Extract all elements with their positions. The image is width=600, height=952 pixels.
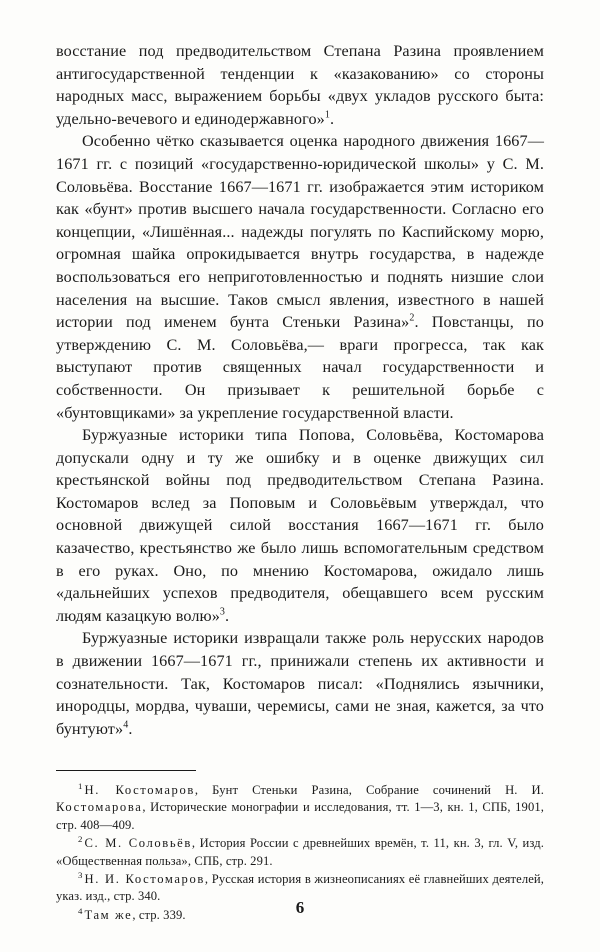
- footnote-text: , стр. 339.: [132, 907, 186, 922]
- page-number: 6: [295, 898, 305, 917]
- footnote-item: [56, 782, 544, 834]
- footnote-author: Там же: [84, 907, 133, 922]
- footnote-marker: 2: [78, 834, 83, 845]
- paragraph-3: [56, 424, 544, 627]
- footnote-ref-2[interactable]: 2: [409, 312, 415, 324]
- paragraph-1-text: восстание под предводительством Степана Разина проявлением антигосударственной тенденции к «казакованию» со стороны народных масс, выражением борьбы «двух укладов русского быта: удельно-вечевого и единодержавного»: [56, 42, 544, 128]
- footnote-ref-1[interactable]: 1: [324, 109, 330, 121]
- footnote-text: , История России с древнейших времён, т. 11, кн. 3, гл. V, изд. «Общественная польза», СПБ, стр. 291.: [56, 836, 544, 868]
- footnote-author-secondary: Костомарова: [56, 800, 143, 815]
- paragraph-2: [56, 130, 544, 424]
- footnote-author: Н. Костомаров: [84, 783, 195, 797]
- footnote-text: , Русская история в жизнеописаниях её главнейших деятелей, указ. изд., стр. 340.: [56, 872, 544, 904]
- paragraph-2-text-a: Особенно чётко сказывается оценка народного движения 1667—1671 гг. с позиций «государственно-юридической школы» у С. М. Соловьёва. Восстание 1667—1671 гг. изображается этим историком как «бунт» против высшего начала государственности. Согласно его концепции, «Лишённая... надежды погулять по Каспийскому морю, огромная шайка опрокидывается внутрь государства, в надежде воспользоваться его неприготовленностью и поднять низшие слои населения на высшие. Таков смысл явления, известного в нашей истории под именем бунта Стеньки Разина»: [56, 132, 544, 332]
- page-body: [56, 40, 544, 740]
- footnote-ref-3[interactable]: 3: [219, 606, 226, 618]
- footnote-item: [56, 835, 544, 870]
- footnote-text-tail: , Исторические монографии и исследования, тт. 1—3, кн. 1, СПБ, 1901, стр. 408—409.: [56, 800, 544, 832]
- paragraph-2-text-b: . Повстанцы, по утверждению С. М. Соловьёва,— враги прогресса, так как выступают против священных начал государственности и собственности. Он призывает к решительной борьбе с «бунтовщиками» за укрепление государственной власти.: [56, 313, 544, 422]
- footnote-marker: 1: [78, 780, 83, 791]
- footnote-marker: 4: [78, 905, 83, 916]
- paragraph-4-text-b: .: [128, 719, 133, 738]
- footnote-marker: 3: [78, 869, 83, 880]
- footnote-author: Н. И. Костомаров: [84, 872, 205, 887]
- footnote-author: С. М. Соловьёв: [84, 836, 192, 851]
- paragraph-3-text-b: .: [225, 606, 230, 625]
- paragraph-3-text-a: Буржуазные историки типа Попова, Соловьёва, Костомарова допускали одну и ту же ошибку и в оценке движущих сил крестьянской войны под предводительством Степана Разина. Костомаров вслед за Поповым и Соловьёвым утверждал, что основной движущей силой восстания 1667—1671 гг. было казачество, крестьянство же было лишь вспомогательным средством в его руках. Оно, по мнению Костомарова, ожидало лишь «дальнейших успехов предводителя, обещавшего всем русским людям казацкую волю»: [56, 426, 544, 625]
- footnote-separator-rule: [56, 770, 196, 771]
- footnote-text: , Бунт Стеньки Разина, Собрание сочинений Н. И.: [194, 783, 544, 797]
- paragraph-1: восстание под предводительством Степана Разина проявлением антигосударственной тенденции к «казакованию» со стороны народных масс, выражением борьбы «двух укладов русского быта: удельно-вечевого и единодержавного»$^1$.: [56, 42, 544, 128]
- paragraph-4: [56, 627, 544, 740]
- paragraph-4-text-a: Буржуазные историки извращали также роль нерусских народов в движении 1667—1671 гг., принижали степень их активности и сознательности. Так, Костомаров писал: «Поднялись язычники, инородцы, мордва, чуваши, черемисы, сами не зная, кажется, за что бунтуют»: [56, 629, 544, 738]
- footnote-ref-4[interactable]: 4: [123, 719, 129, 731]
